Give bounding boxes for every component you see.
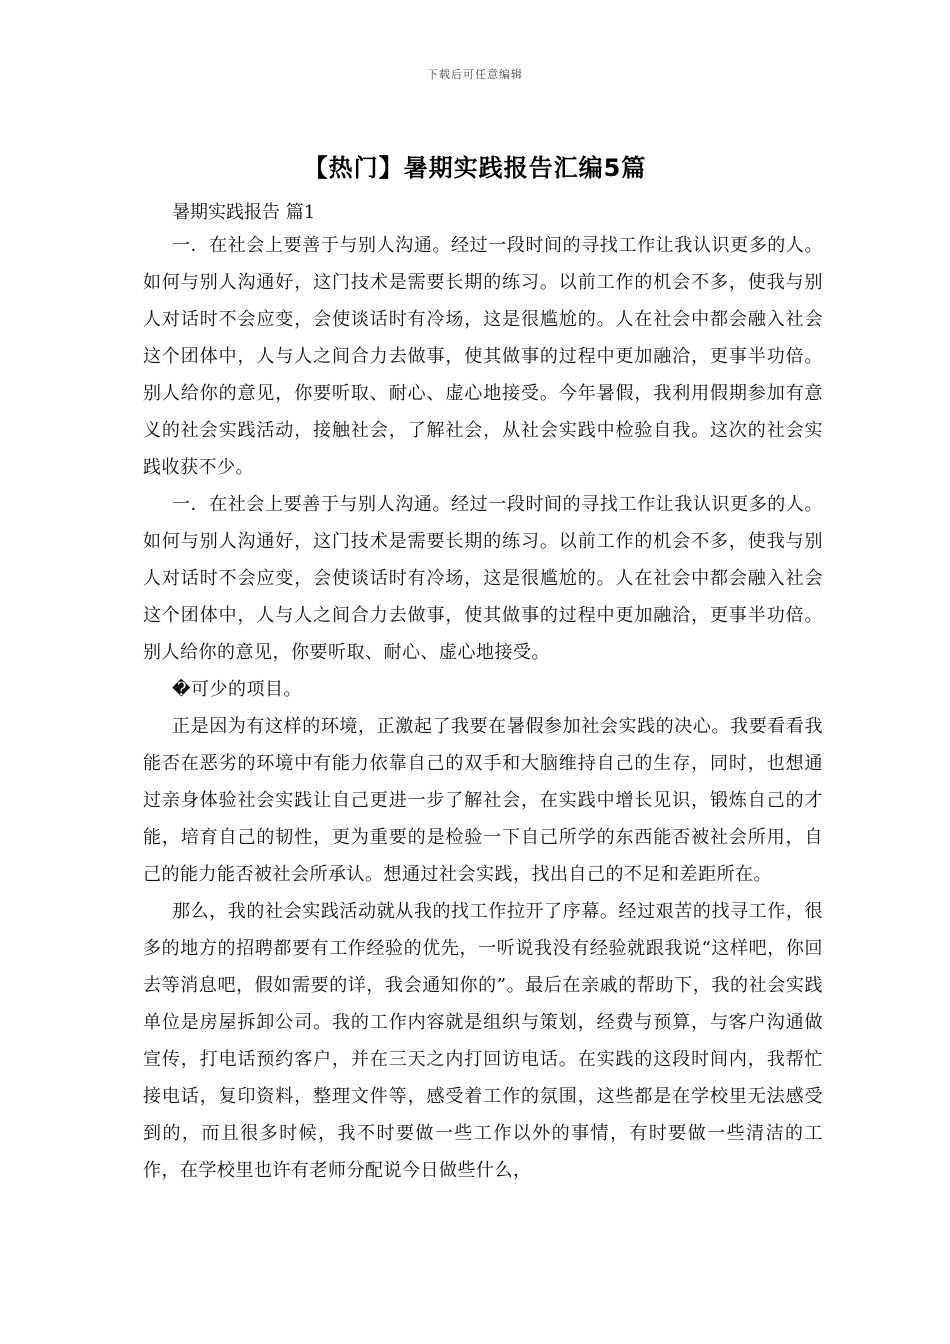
header-note: 下载后可任意编辑 bbox=[427, 68, 523, 81]
paragraph-5: 那么，我的社会实践活动就从我的找工作拉开了序幕。经过艰苦的找寻工作，很多的地方的招聘都要有工作经验的优先，一听说我没有经验就跟我说“这样吧，你回去等消息吧，假如需要的详，我会通知你的”。最后在亲戚的帮助下，我的社会实践单位是房屋拆卸公司。我的工作内容就是组织与策划，经费与预算，与客户沟通做宣传，打电话预约客户，并在三天之内打回访电话。在实践的这段时间内，我帮忙接电话，复印资料，整理文件等，感受着工作的氛围，这些都是在学校里无法感受到的，而且很多时候，我不时要做一些工作以外的事情，有时要做一些清洁的工作，在学校里也许有老师分配说今日做些什么， bbox=[143, 901, 823, 1181]
section-subtitle: 暑期实践报告 篇1 bbox=[172, 202, 316, 223]
paragraph-4: 正是因为有这样的环境，正激起了我要在暑假参加社会实践的决心。我要看看我能否在恶劣的环境中有能力依靠自己的双手和大脑维持自己的生存，同时，也想通过亲身体验社会实践让自己更进一步了解社会，在实践中增长见识，锻炼自己的才能，培育自己的韧性，更为重要的是检验一下自己所学的东西能否被社会所用，自己的能力能否被社会所承认。想通过社会实践，找出自己的不足和差距所在。 bbox=[143, 716, 823, 885]
paragraph-3: �可少的项目。 bbox=[172, 679, 302, 700]
document-title: 【热门】暑期实践报告汇编5篇 bbox=[303, 154, 647, 182]
document-body bbox=[143, 198, 823, 1189]
paragraph-1: 一．在社会上要善于与别人沟通。经过一段时间的寻找工作让我认识更多的人。如何与别人沟通好，这门技术是需要长期的练习。以前工作的机会不多，使我与别人对话时不会应变，会使谈话时有冷场，这是很尴尬的。人在社会中都会融入社会这个团体中，人与人之间合力去做事，使其做事的过程中更加融洽，更事半功倍。别人给你的意见，你要听取、耐心、虚心地接受。今年暑假，我利用假期参加有意义的社会实践活动，接触社会，了解社会，从社会实践中检验自我。这次的社会实践收获不少。 bbox=[143, 235, 823, 478]
paragraph-2: 一．在社会上要善于与别人沟通。经过一段时间的寻找工作让我认识更多的人。如何与别人沟通好，这门技术是需要长期的练习。以前工作的机会不多，使我与别人对话时不会应变，会使谈话时有冷场，这是很尴尬的。人在社会中都会融入社会这个团体中，人与人之间合力去做事，使其做事的过程中更加融洽，更事半功倍。别人给你的意见，你要听取、耐心、虚心地接受。 bbox=[143, 494, 823, 663]
